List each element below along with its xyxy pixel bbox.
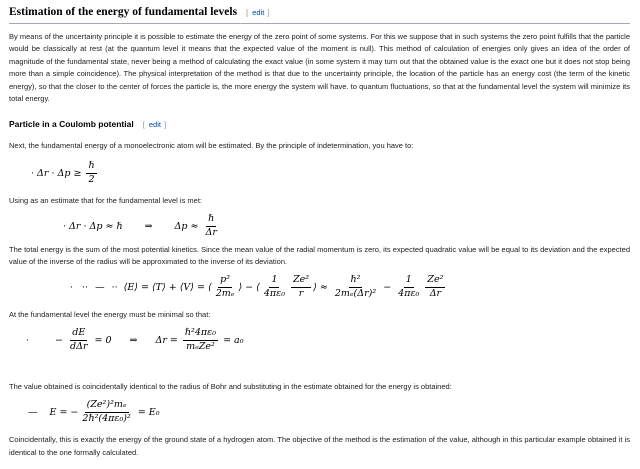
bracket-open: [: [246, 8, 250, 17]
total-energy-paragraph: The total energy is the sum of the most potential kinetics. Since the mean value of the radial momentum is zero, its expected quadratic value will be equal to its deviation and the expected value of the inverse of the radius will be approximated to the inverse of its deviation.: [9, 244, 630, 267]
fraction: $\frac{\text{ℏ²}}{\text{2mₑ(Δr)²}}$: [334, 273, 377, 299]
formula-spacer: [153, 226, 175, 227]
section-title-row: [9, 119, 630, 129]
formula-total-energy: [70, 275, 630, 300]
fraction: $\frac{\text{Ze²}}{r}$: [293, 273, 310, 299]
math-text: ··: [82, 281, 89, 293]
math-text: ⟨E⟩ = ⟨T⟩ + ⟨V⟩ = ⟨: [123, 281, 212, 293]
formula-ground-state-energy: [28, 400, 630, 425]
formula-uncertainty-principle: [31, 161, 630, 186]
section-edit-link[interactable]: edit: [148, 120, 161, 130]
section-edit-section: [143, 120, 167, 129]
math-text: Δr =: [155, 334, 181, 346]
formula-spacer: [105, 287, 112, 288]
math-text: ⟩ ≈: [313, 281, 331, 293]
math-text: E = −: [49, 407, 79, 419]
math-text: = 0: [91, 334, 112, 346]
formula-spacer: [73, 287, 82, 288]
math-text: —: [28, 407, 38, 419]
math-text: ·: [26, 334, 30, 346]
estimate-paragraph: Using as an estimate that for the fundamental level is met:: [9, 195, 203, 205]
math-text: ·: [70, 281, 74, 293]
math-text: ⇒: [144, 221, 153, 233]
math-text: −: [380, 281, 395, 293]
formula-estimate: [63, 214, 630, 239]
intro-paragraph: By means of the uncertainty principle it is possible to estimate the energy of the zero point of some systems. For this we suppose that in such systems the zero point fulfills that the particle would be classically at rest (at the quantum level it means that the expected value of the moment is null). This method of calculation of energies only gives an idea of the order of magnitude of the fundamental state, never being a method of calculating the exact value (in some system it may turn out that the obtained value is the exact one but it does not stop being more than a simple coincidence). The physical interpretation of the method is that due to the uncertainty principle, the location of the particle has an energy cost (the term of the kinetic energy), so that the closer to the center of forces the particle is, the more energy the system will have. to quantum fluctuations, so that at the fundamental level the system will minimize its total energy.: [9, 32, 630, 104]
conclusion-paragraph: Coincidentally, this is exactly the energy of the ground state of a hydrogen atom. The objective of the method is the estimation of the value, although in this particular example obtained it is identical to the one formally calculated.: [9, 435, 630, 457]
math-text: ··: [111, 281, 118, 293]
formula-spacer: [88, 287, 95, 288]
math-text: = a₀: [220, 334, 244, 346]
fraction: $\frac{\text{(Ze²)²mₑ}}{\text{2ℏ²(4πε₀)²}}$: [82, 399, 131, 425]
math-text: · Δr · Δp ≈ ℏ: [63, 221, 123, 233]
edit-section: [246, 8, 270, 17]
fraction: $\frac{1}{\text{4πε₀}}$: [398, 273, 420, 299]
page-title-row: [9, 6, 630, 24]
section-title: Particle in a Coulomb potential: [9, 119, 134, 130]
edit-link[interactable]: edit: [252, 8, 265, 17]
fraction: $\frac{\text{ℏ}}{\Delta r}$: [205, 213, 217, 239]
fraction: $\frac{\text{ℏ²4πε₀}}{\text{mₑZe²}}$: [184, 327, 217, 352]
math-text: ⇒: [129, 334, 138, 346]
section-intro-paragraph: Next, the fundamental energy of a monoelectronic atom will be estimated. By the principle of indetermination, you have to:: [9, 141, 414, 151]
math-text: —: [95, 281, 105, 293]
formula-spacer: [38, 412, 50, 413]
formula-spacer: [123, 226, 145, 227]
bracket-close: ]: [164, 120, 168, 130]
bracket-open: [: [142, 120, 146, 130]
fraction: $\frac{\text{p²}}{\text{2mₑ}}$: [215, 273, 235, 299]
fraction: $\frac{1}{\text{4πε₀}}$: [263, 273, 286, 299]
page-title: Estimation of the energy of fundamental levels: [9, 6, 238, 18]
math-text: Δp ≈: [174, 221, 202, 233]
math-text: −: [55, 334, 67, 346]
formula-spacer: [29, 340, 55, 341]
bracket-close: ]: [267, 8, 271, 17]
bohr-radius-paragraph: The value obtained is coincidentally identical to the radius of Bohr and substituting in the estimate obtained for the energy is obtained:: [9, 381, 452, 391]
minimum-energy-paragraph: At the fundamental level the energy must be minimal so that:: [9, 309, 211, 319]
fraction: $\frac{dE}{\text{dΔr}}$: [70, 327, 88, 352]
fraction: $\frac{\text{Ze²}}{\Delta r}$: [427, 273, 444, 299]
math-text: = E₀: [134, 407, 160, 419]
math-text: ⟩ − ⟨: [238, 281, 260, 293]
fraction: $\frac{\text{ℏ}}{2}$: [88, 159, 95, 185]
math-text: · Δr · Δp ≥: [31, 167, 85, 179]
formula-energy-minimum: [26, 328, 630, 353]
formula-spacer: [112, 340, 130, 341]
formula-spacer: [138, 340, 156, 341]
